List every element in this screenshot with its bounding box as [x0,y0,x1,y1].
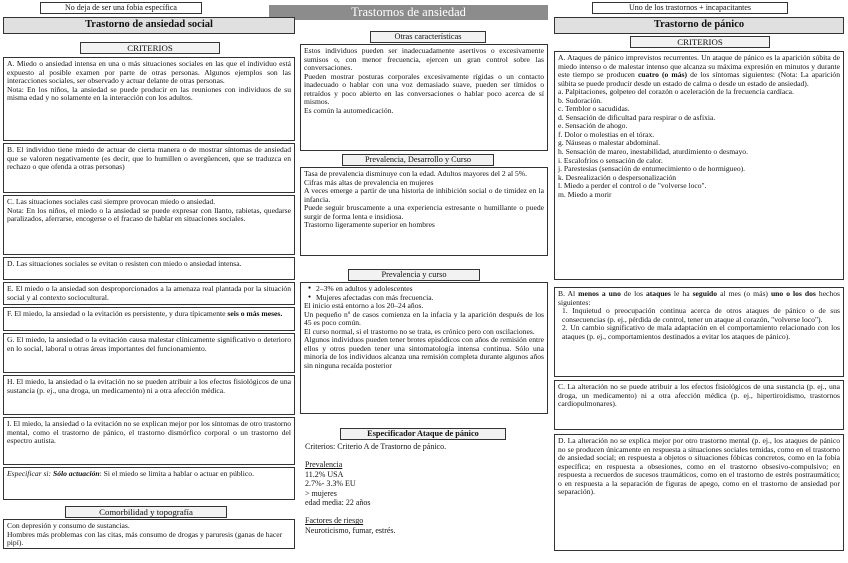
social-criterion-f [3,307,295,331]
prevalence-panic-p3: El curso normal, si el trastorno no se trata, es crónico pero con oscilaciones. [304,326,535,336]
specifier-box [305,442,545,535]
social-criterion-a [3,57,295,141]
panic-criterion-d [554,434,844,551]
specifier-prevalence-line: edad media: 22 años [305,498,371,508]
panic-b-mid-1: de los [623,289,643,298]
prevalence-social-label: Prevalencia, Desarrollo y Curso [342,154,494,166]
panic-criteria-label: CRITERIOS [630,36,770,48]
panic-symptom-list [558,88,840,199]
prevalence-social-p4: Puede seguir bruscamente a una experiencia estresante o humillante o puede surgir de forma lenta e insidiosa. [304,203,544,221]
panic-symptom: k. Desrealización o despersonalización [558,172,677,182]
panic-b-bold-2: ataques [645,289,671,298]
page-title: Trastornos de ansiedad [269,5,548,20]
other-features-box [300,44,548,151]
specifier-prevalence-label: Prevalencia [305,460,343,470]
social-criterion-d [3,257,295,280]
prevalence-social-box [300,167,548,256]
social-criterion-g [3,333,295,373]
panic-symptom: c. Temblor o sacudidas. [558,104,630,114]
panic-criterion-c [554,380,844,430]
social-criteria-label: CRITERIOS [80,42,220,54]
prevalence-panic-bullet: ● 2–3% en adultos y adolescentes [304,285,544,294]
specifier-prevalence-line: > mujeres [305,488,337,498]
criterion-i-text: I. El miedo, la ansiedad o la evitación no se explican mejor por los síntomas de otro trastorno mental, como el trastorno de pánico, el trastorno dismórfico corporal o un trastorno del espectro autista. [7,419,291,446]
prevalence-panic-bullet: ● Mujeres afectadas con más frecuencia. [304,294,544,303]
panic-symptom: m. Miedo a morir [558,189,612,199]
criterion-c-note: Nota: En los niños, el miedo o la ansiedad se puede expresar con llanto, rabietas, quedarse paralizados, aferrarse, encogerse o el fracaso de hablar en situaciones sociales. [7,205,291,224]
comorbidity-box [3,519,295,549]
panic-symptom: j. Parestesias (sensación de entumecimiento o de hormigueo). [558,164,746,174]
comorbidity-line-2: Hombres más problemas con las citas, más consumo de drogas y paruresis (ganas de hacer pipí). [7,529,283,548]
specifier-label: Especificador Ataque de pánico [340,428,506,440]
criterion-g-text: G. El miedo, la ansiedad o la evitación causa malestar clínicamente significativo o deterioro en lo social, laboral u otras áreas importantes del funcionamiento. [7,335,291,353]
panic-a-end: de los síntomas siguientes: (Nota: La aparición súbita se puede producir desde un estado de calma o desde un estado de ansiedad). [558,70,841,88]
specifier-risk-label: Factores de riesgo [305,516,364,526]
panic-disorder-title: Trastorno de pánico [554,17,844,34]
panic-b-bold-3: seguido [692,289,718,298]
prevalence-panic-label: Prevalencia y curso [348,269,480,281]
panic-b-mid-2: le ha [673,289,690,298]
criterion-a-note: Nota: En los niños, la ansiedad se puede producir en las reuniones con individuos de su misma edad y no solamente en la interacción con los adultos. [7,84,291,103]
prevalence-social-p5: Trastorno ligeramente superior en hombres [304,220,435,230]
prevalence-social-p1: Tasa de prevalencia disminuye con la edad. Adultos mayores del 2 al 5%. [304,169,527,178]
specifier-risk-text: Neuroticismo, fumar, estrés. [305,525,396,535]
panic-symptom: h. Sensación de mareo, inestabilidad, aturdimiento o desmayo. [558,147,749,157]
comorbidity-label: Comorbilidad y topografía [65,506,227,518]
panic-criterion-a [554,51,844,280]
panic-symptom: e. Sensación de ahogo. [558,121,628,131]
panic-a-text: A. Ataques de pánico imprevistos recurrentes. Un ataque de pánico es la aparición súbita de miedo intenso o de malestar intenso que alcanza su máxima expresión en minutos y durante este tiempo se producen [558,53,840,80]
panic-b-bold-4: uno o los dos [770,289,816,298]
panic-symptom: b. Sudoración. [558,95,603,105]
panic-b-start: B. Al [558,289,576,298]
panic-c-text: C. La alteración no se puede atribuir a los efectos fisiológicos de una sustancia (p. ej., una droga, un medicamento) ni a otra afección médica (p. ej., hipertiroidismo, trastornos cardiopulmonares). [558,382,840,409]
panic-symptom: l. Miedo a perder el control o de "volverse loco". [558,181,707,191]
prevalence-panic-bullets [304,285,544,302]
criterion-a-text: A. Miedo o ansiedad intensa en una o más situaciones sociales en las que el individuo está expuesto al posible examen por parte de otras personas. Algunos ejemplos son las interacciones sociales, ser observado y actuar delante de otras personas. [7,59,291,86]
panic-a-four-or-more: cuatro (o más) [637,70,688,80]
prevalence-panic-p2: Un pequeño nº de casos comienza en la infacia y la aparición después de los 45 es poco común. [304,309,544,328]
prevalence-panic-p4: Algunos individuos pueden tener brotes episódicos con años de remisión entre ellos y otros pueden tener una sintomatología intensa continua. Sólo una minoría de los individuos alcanza una remisión completa durante algunos años sin ninguna recaída posterior [304,335,544,370]
panic-symptom: d. Sensación de dificultad para respirar o de asfixia. [558,112,716,122]
criterion-e-text: E. El miedo o la ansiedad son desproporcionados a la amenaza real plantada por la situación social y al contexto sociocultural. [7,284,291,302]
prevalence-panic-p1: El inicio está entorno a los 20–24 años. [304,301,424,311]
left-top-note: No deja de ser una fobia específica [40,2,202,14]
panic-symptom: a. Palpitaciones, golpeteo del corazón o aceleración de la frecuencia cardíaca. [558,87,794,97]
prevalence-panic-box [300,282,548,414]
panic-symptom: g. Náuseas o malestar abdominal. [558,138,661,148]
panic-d-text: D. La alteración no se explica mejor por otro trastorno mental (p. ej., los ataques de pánico no se producen únicamente en respuesta a situaciones sociales temidas, como en el trastorno de ansiedad social; en respuesta a objetos o situaciones fóbicas concretos, como en la fobia específica; en respuesta a obsesiones, como en el trastorno obsesivo-compulsivo; en respuesta a recuerdos de sucesos traumáticos, como en el trastorno de estrés postraumático; o en respuesta a la separación de figuras de apego, como en el trastorno de ansiedad por separación). [558,436,840,497]
social-criterion-e [3,282,295,305]
other-features-p2: Pueden mostrar posturas corporales excesivamente rígidas o un contacto inadecuado o hablar con una voz demasiado suave, pueden ser tímidos o retraídos y poco abierto en las conversaciones o hablar poco acerca de sí mismos. [304,71,544,107]
social-specifier [3,467,295,500]
prevalence-social-p2: Cifras más altas de prevalencia en mujeres [304,177,434,187]
criterion-d-text: D. Las situaciones sociales se evitan o resisten con miedo o ansiedad intensa. [7,259,242,268]
panic-b-bold-1: menos a uno [578,289,621,298]
specifier-prevalence-line: 2.7%- 3.3% EU [305,479,356,489]
panic-b-mid-3: al mes (o más) [720,289,768,298]
panic-b-item-2: 2. Un cambio significativo de mala adaptación en el comportamiento relacionado con los ataques (p. ej., comportamientos destinados a evitar los ataques de pánico). [562,323,840,341]
panic-criterion-b [554,287,844,377]
specify-label: Especificar si: [7,469,52,478]
specifier-prevalence-line: 11.2% USA [305,469,344,479]
social-anxiety-title: Trastorno de ansiedad social [3,17,295,34]
other-features-p3: Es común la automedicación. [304,105,394,115]
panic-b-end: hechos siguientes: [558,289,840,307]
criterion-h-text: H. El miedo, la ansiedad o la evitación no se pueden atribuir a los efectos fisiológicos de una sustancia (p. ej., una droga, un medicamento) ni a otra afección médica. [7,377,291,395]
social-criterion-b [3,143,295,193]
specifier-criteria: Criterios: Criterio A de Trastorno de pánico. [305,442,447,451]
criterion-c-text: C. Las situaciones sociales casi siempre provocan miedo o ansiedad. [7,197,216,206]
other-features-p1: Estos individuos pueden ser inadecuadamente asertivos o excesivamente sumisos o, con menor frecuencia, ejercen un gran control sobre las conversaciones. [304,46,544,73]
specify-performance-only: Sólo actuación [52,469,100,478]
panic-b-item-1: 1. Inquietud o preocupación continua acerca de otros ataques de pánico o de sus consecuencias (p. ej., pérdida de control, tener un ataque al corazón, "volverse loco"). [562,306,840,324]
comorbidity-line-1: Con depresión y consumo de sustancias. [7,521,130,530]
social-criterion-c [3,195,295,255]
panic-symptom: f. Dolor o molestias en el tórax. [558,129,655,139]
criterion-f-duration: seis o más meses. [227,309,283,318]
social-criterion-i [3,417,295,465]
criterion-f-text: F. El miedo, la ansiedad o la evitación es persistente, y dura típicamente [7,309,226,318]
social-criterion-h [3,375,295,415]
criterion-b-text: B. El individuo tiene miedo de actuar de cierta manera o de mostrar síntomas de ansiedad que se valoren negativamente (es decir, que lo humillen o avergüencen, que se traduzca en rechazo o que ofenda a otras personas) [7,145,291,172]
specify-text: : Si el miedo se limita a hablar o actuar en público. [99,469,254,478]
panic-symptom: i. Escalofríos o sensación de calor. [558,155,663,165]
right-top-note: Uno de los trastornos + incapacitantes [592,2,788,14]
prevalence-social-p3: A veces emerge a partir de una historia de inhibición social o de timidez en la infancia. [304,186,544,204]
other-features-label: Otras características [370,31,486,43]
